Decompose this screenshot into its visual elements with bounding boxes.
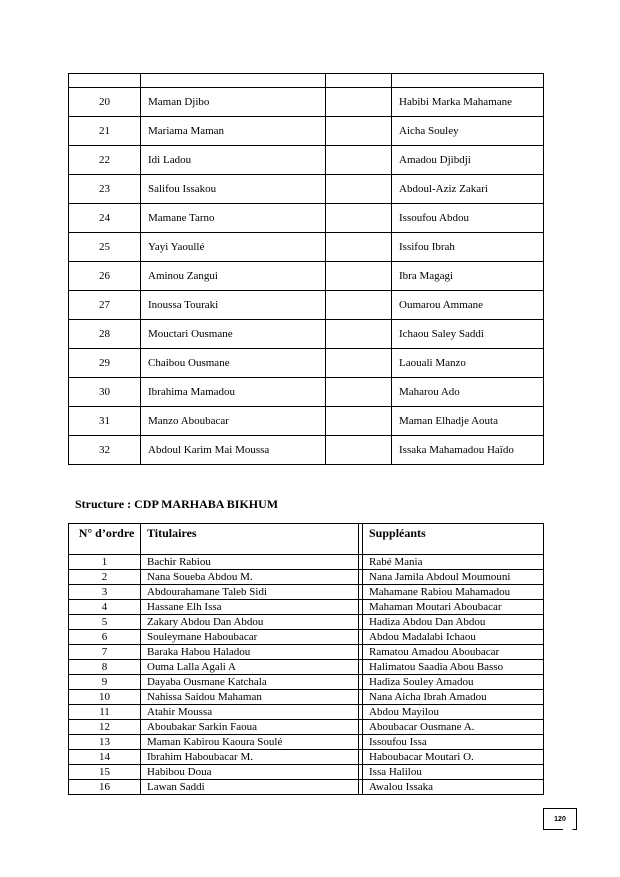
blank-cell <box>326 378 392 407</box>
order-number-cell: 11 <box>69 705 141 720</box>
titulaire-cell: Inoussa Touraki <box>141 291 326 320</box>
order-number-cell: 22 <box>69 146 141 175</box>
structure-heading <box>75 497 278 512</box>
suppleant-cell: Abdoul-Aziz Zakari <box>392 175 544 204</box>
titulaire-cell: Maman Djibo <box>141 88 326 117</box>
table-row <box>69 378 544 407</box>
titulaire-cell: Nahissa Saidou Mahaman <box>141 690 359 705</box>
structure-label: Structure : <box>75 497 135 511</box>
order-number-cell: 1 <box>69 555 141 570</box>
suppleant-cell: Abdou Madalabi Ichaou <box>363 630 544 645</box>
titulaire-cell: Abdourahamane Taleb Sidi <box>141 585 359 600</box>
titulaire-cell: Atahir Moussa <box>141 705 359 720</box>
suppleant-cell: Ichaou Saley Saddi <box>392 320 544 349</box>
table-row <box>69 320 544 349</box>
order-number-cell: 25 <box>69 233 141 262</box>
titulaire-cell: Habibou Doua <box>141 765 359 780</box>
titulaire-cell: Aminou Zangui <box>141 262 326 291</box>
suppleant-cell: Issoufou Abdou <box>392 204 544 233</box>
blank-cell <box>326 291 392 320</box>
titulaire-cell: Hassane Elh Issa <box>141 600 359 615</box>
suppleant-cell: Oumarou Ammane <box>392 291 544 320</box>
titulaire-cell: Maman Kabirou Kaoura Soulé <box>141 735 359 750</box>
blank-cell <box>326 175 392 204</box>
table-row <box>69 600 544 615</box>
blank-cell <box>326 88 392 117</box>
table-row <box>69 720 544 735</box>
suppleant-cell: Habibi Marka Mahamane <box>392 88 544 117</box>
titulaire-cell: Souleymane Haboubacar <box>141 630 359 645</box>
table-row <box>69 645 544 660</box>
order-number-cell: 28 <box>69 320 141 349</box>
suppleant-cell: Hadiza Abdou Dan Abdou <box>363 615 544 630</box>
order-number-cell: 16 <box>69 780 141 795</box>
order-number-cell: 8 <box>69 660 141 675</box>
suppleant-cell: Nana Aicha Ibrah Amadou <box>363 690 544 705</box>
order-number-cell: 12 <box>69 720 141 735</box>
suppleant-cell: Ramatou Amadou Aboubacar <box>363 645 544 660</box>
table-row <box>69 660 544 675</box>
header-cell <box>141 74 326 88</box>
order-number-cell: 29 <box>69 349 141 378</box>
table-row <box>69 765 544 780</box>
suppleant-cell: Issifou Ibrah <box>392 233 544 262</box>
order-number-cell: 5 <box>69 615 141 630</box>
suppleant-cell: Issoufou Issa <box>363 735 544 750</box>
suppleant-cell: Issa Halilou <box>363 765 544 780</box>
candidates-table-continued <box>68 73 544 465</box>
titulaire-cell: Mariama Maman <box>141 117 326 146</box>
blank-cell <box>326 407 392 436</box>
suppleant-cell: Aicha Souley <box>392 117 544 146</box>
suppleant-cell: Abdou Mayilou <box>363 705 544 720</box>
table-row <box>69 675 544 690</box>
blank-cell <box>326 436 392 465</box>
titulaire-cell: Nana Soueba Abdou M. <box>141 570 359 585</box>
suppleant-cell: Mahaman Moutari Aboubacar <box>363 600 544 615</box>
titulaire-cell: Yayi Yaoullé <box>141 233 326 262</box>
order-number-cell: 15 <box>69 765 141 780</box>
table-row <box>69 615 544 630</box>
header-order-number: N° d’ordre <box>69 524 141 555</box>
blank-cell <box>326 320 392 349</box>
suppleant-cell: Laouali Manzo <box>392 349 544 378</box>
order-number-cell: 21 <box>69 117 141 146</box>
structure-name: CDP MARHABA BIKHUM <box>134 497 279 511</box>
table-row <box>69 750 544 765</box>
titulaire-cell: Manzo Aboubacar <box>141 407 326 436</box>
table-row <box>69 780 544 795</box>
table-row <box>69 555 544 570</box>
table-row <box>69 690 544 705</box>
suppleant-cell: Mahamane Rabiou Mahamadou <box>363 585 544 600</box>
suppleant-cell: Issaka Mahamadou Haïdo <box>392 436 544 465</box>
order-number-cell: 9 <box>69 675 141 690</box>
candidates-table-body <box>69 74 544 465</box>
table-header-row <box>69 524 544 555</box>
order-number-cell: 30 <box>69 378 141 407</box>
suppleant-cell: Awalou Issaka <box>363 780 544 795</box>
table-row <box>69 705 544 720</box>
table-row <box>69 117 544 146</box>
table-row <box>69 570 544 585</box>
table-row <box>69 735 544 750</box>
table-row <box>69 407 544 436</box>
order-number-cell: 32 <box>69 436 141 465</box>
header-cell <box>326 74 392 88</box>
header-suppleants: Suppléants <box>363 524 544 555</box>
blank-cell <box>326 233 392 262</box>
suppleant-cell: Aboubacar Ousmane A. <box>363 720 544 735</box>
titulaire-cell: Bachir Rabiou <box>141 555 359 570</box>
titulaire-cell: Ouma Lalla Agali A <box>141 660 359 675</box>
suppleant-cell: Maman Elhadje Aouta <box>392 407 544 436</box>
blank-cell <box>326 262 392 291</box>
table-row <box>69 88 544 117</box>
header-cell <box>392 74 544 88</box>
table-row <box>69 204 544 233</box>
titulaire-cell: Abdoul Karim Mai Moussa <box>141 436 326 465</box>
order-number-cell: 3 <box>69 585 141 600</box>
suppleant-cell: Ibra Magagi <box>392 262 544 291</box>
table-row <box>69 630 544 645</box>
suppleant-cell: Nana Jamila Abdoul Moumouni <box>363 570 544 585</box>
blank-cell <box>326 146 392 175</box>
table-header-row <box>69 74 544 88</box>
table-row <box>69 436 544 465</box>
blank-cell <box>326 204 392 233</box>
order-number-cell: 6 <box>69 630 141 645</box>
suppleant-cell: Maharou Ado <box>392 378 544 407</box>
order-number-cell: 26 <box>69 262 141 291</box>
titulaire-cell: Baraka Habou Haladou <box>141 645 359 660</box>
titulaire-cell: Chaibou Ousmane <box>141 349 326 378</box>
suppleant-cell: Halimatou Saadia Abou Basso <box>363 660 544 675</box>
titulaire-cell: Mouctari Ousmane <box>141 320 326 349</box>
table-row <box>69 233 544 262</box>
order-number-cell: 10 <box>69 690 141 705</box>
table-row <box>69 291 544 320</box>
header-cell <box>69 74 141 88</box>
order-number-cell: 20 <box>69 88 141 117</box>
titulaire-cell: Dayaba Ousmane Katchala <box>141 675 359 690</box>
order-number-cell: 13 <box>69 735 141 750</box>
titulaire-cell: Ibrahim Haboubacar M. <box>141 750 359 765</box>
cdp-marhaba-table-body <box>69 524 544 795</box>
cdp-marhaba-table <box>68 523 544 795</box>
order-number-cell: 14 <box>69 750 141 765</box>
titulaire-cell: Zakary Abdou Dan Abdou <box>141 615 359 630</box>
page-number: 120 <box>543 808 577 830</box>
table-row <box>69 175 544 204</box>
titulaire-cell: Salifou Issakou <box>141 175 326 204</box>
order-number-cell: 27 <box>69 291 141 320</box>
titulaire-cell: Lawan Saddi <box>141 780 359 795</box>
suppleant-cell: Amadou Djibdji <box>392 146 544 175</box>
page-corner-fold <box>563 820 573 830</box>
blank-cell <box>326 117 392 146</box>
suppleant-cell: Hadiza Souley Amadou <box>363 675 544 690</box>
blank-cell <box>326 349 392 378</box>
table-row <box>69 585 544 600</box>
header-titulaires: Titulaires <box>141 524 359 555</box>
titulaire-cell: Idi Ladou <box>141 146 326 175</box>
suppleant-cell: Rabé Mania <box>363 555 544 570</box>
titulaire-cell: Ibrahima Mamadou <box>141 378 326 407</box>
order-number-cell: 2 <box>69 570 141 585</box>
suppleant-cell: Haboubacar Moutari O. <box>363 750 544 765</box>
table-row <box>69 349 544 378</box>
titulaire-cell: Aboubakar Sarkin Faoua <box>141 720 359 735</box>
order-number-cell: 23 <box>69 175 141 204</box>
order-number-cell: 4 <box>69 600 141 615</box>
titulaire-cell: Mamane Tarno <box>141 204 326 233</box>
order-number-cell: 7 <box>69 645 141 660</box>
table-row <box>69 146 544 175</box>
table-row <box>69 262 544 291</box>
order-number-cell: 24 <box>69 204 141 233</box>
order-number-cell: 31 <box>69 407 141 436</box>
